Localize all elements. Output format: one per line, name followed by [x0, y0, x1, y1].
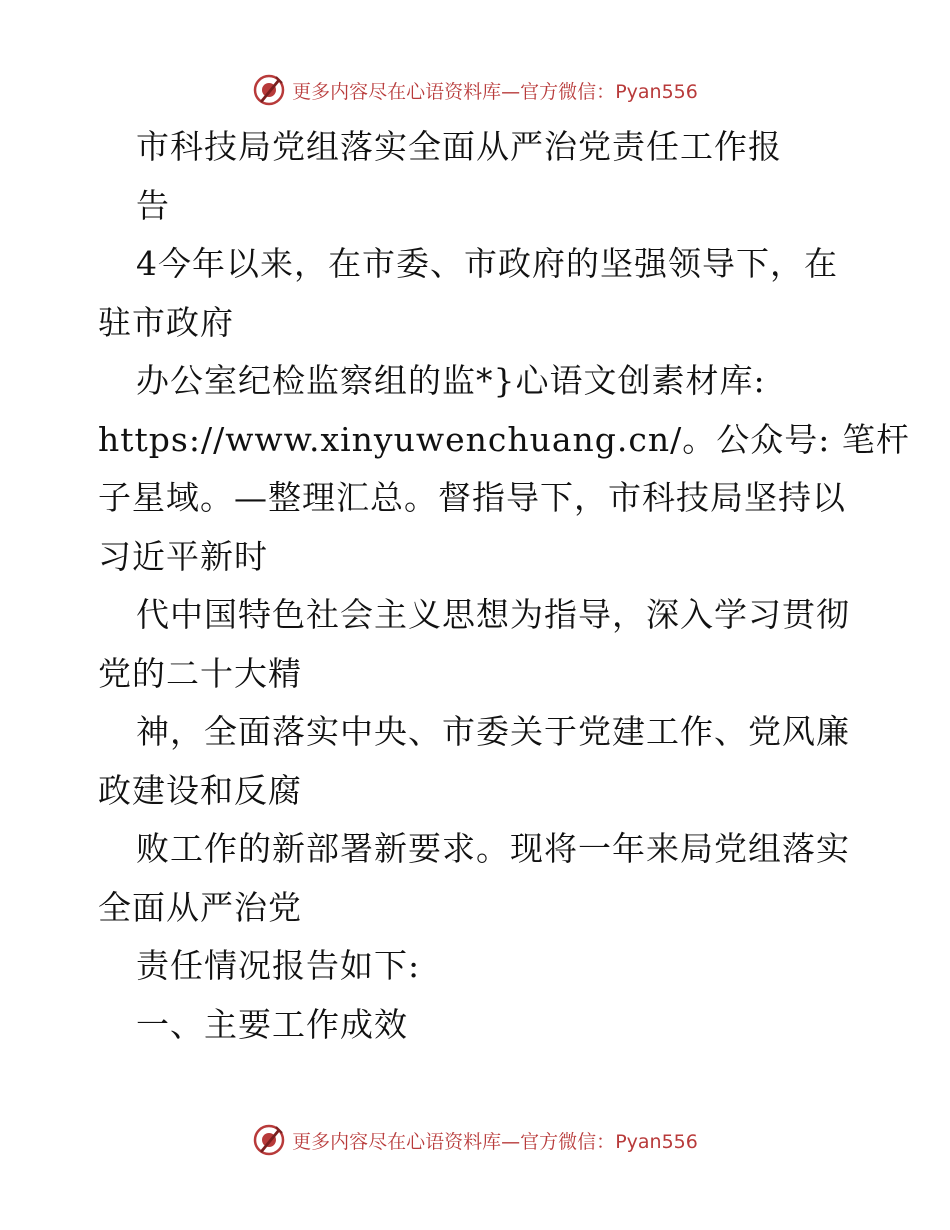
doc-paragraph-line: 子星域。—整理汇总。督指导下，市科技局坚持以	[98, 478, 846, 517]
doc-paragraph-line: https://www.xinyuwenchuang.cn/。公众号: 笔杆	[98, 419, 910, 459]
banner-wechat-label: 官方微信：	[520, 1130, 616, 1153]
banner-text	[292, 1127, 698, 1154]
doc-paragraph-line: 党的二十大精	[98, 653, 302, 693]
quill-seal-icon	[252, 73, 286, 107]
banner-wechat-label: 官方微信：	[520, 80, 616, 103]
doc-title-line-2: 告	[136, 185, 170, 225]
doc-paragraph-line: 责任情况报告如下:	[136, 946, 421, 985]
banner-wechat-id: Pyan556	[615, 1130, 698, 1153]
banner-wechat-id: Pyan556	[615, 80, 698, 103]
banner-brand: 更多内容尽在心语资料库	[292, 80, 502, 103]
doc-paragraph-line: 败工作的新部署新要求。现将一年来局党组落实	[136, 829, 850, 868]
doc-section-heading: 一、主要工作成效	[136, 1004, 408, 1044]
header-banner	[0, 70, 950, 110]
quill-seal-icon	[252, 1123, 286, 1157]
doc-paragraph-line: 驻市政府	[98, 302, 234, 342]
banner-text	[292, 77, 698, 104]
document-body	[98, 118, 910, 1054]
banner-separator: —	[501, 1130, 521, 1153]
doc-paragraph-line: 全面从严治党	[98, 887, 302, 927]
banner-separator: —	[501, 80, 521, 103]
doc-paragraph-line: 政建设和反腐	[98, 770, 302, 810]
doc-title-line-1: 市科技局党组落实全面从严治党责任工作报	[136, 127, 782, 166]
footer-banner	[0, 1120, 950, 1160]
doc-paragraph-line: 代中国特色社会主义思想为指导，深入学习贯彻	[136, 595, 850, 634]
doc-paragraph-line: 4今年以来，在市委、市政府的坚强领导下，在	[136, 244, 838, 283]
doc-paragraph-line: 神，全面落实中央、市委关于党建工作、党风廉	[136, 712, 850, 751]
banner-brand: 更多内容尽在心语资料库	[292, 1130, 502, 1153]
doc-paragraph-line: 办公室纪检监察组的监*}心语文创素材库:	[136, 361, 766, 400]
doc-paragraph-line: 习近平新时	[98, 536, 268, 576]
